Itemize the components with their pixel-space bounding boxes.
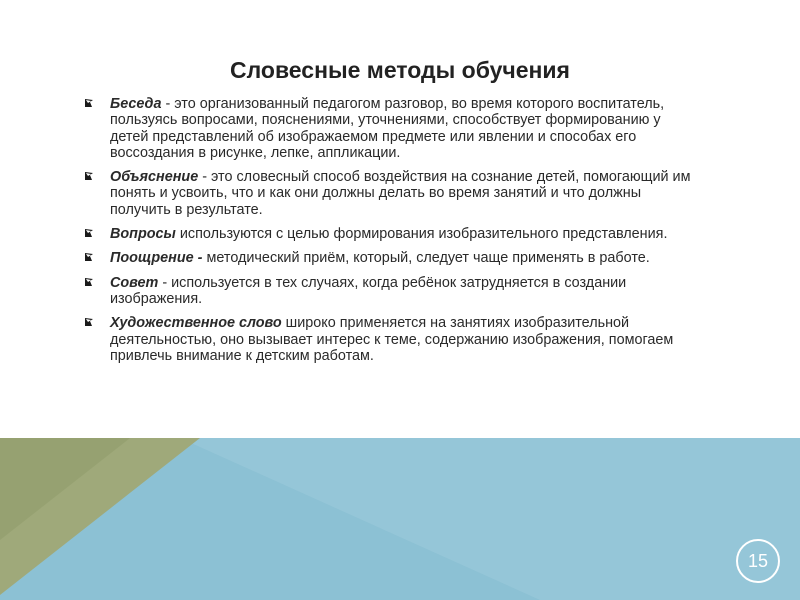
bullet-icon [84, 252, 94, 262]
method-term: Вопросы [110, 226, 176, 243]
bullet-icon [84, 317, 94, 327]
method-description: - используется в тех случаях, когда ребёнок затрудняется в создании изображения. [110, 274, 627, 307]
list-item [84, 96, 696, 161]
method-description: методический приём, который, следует чаще применять в работе. [202, 250, 650, 267]
list-item [84, 250, 696, 266]
method-description: широко применяется на занятиях изобразительной деятельностью, оно вызывает интерес к теме, содержанию изображения, помогаем привлечь внимание к детским работам. [110, 315, 674, 364]
bullet-icon [84, 228, 94, 238]
method-term: Беседа [110, 96, 162, 112]
method-term: Объяснение [110, 169, 199, 186]
bullet-icon [84, 98, 94, 108]
list-item [84, 226, 696, 242]
method-term: Совет [110, 274, 159, 291]
method-term: Художественное слово [110, 315, 282, 332]
method-description: - это организованный педагогом разговор, во время которого воспитатель, пользуясь вопросами, пояснениями, уточнениями, способствует формированию у детей представлений об изображаемом предмете или явлении и способах его воссоздания в рисунке, лепке, аппликации. [110, 96, 665, 161]
method-description: используются с целью формирования изобразительного представления. [175, 226, 668, 243]
list-item [84, 169, 696, 218]
list-item [84, 315, 696, 364]
bullet-icon [84, 277, 94, 287]
method-term: Поощрение - [110, 250, 203, 267]
list-item [84, 275, 696, 308]
page-number-badge: 15 [736, 539, 780, 583]
methods-list [84, 96, 696, 372]
bullet-icon [84, 171, 94, 181]
slide-title: Словесные методы обучения [230, 57, 570, 83]
method-description: - это словесный способ воздействия на сознание детей, помогающий им понять и усвоить, что и как они должны делать во время занятий и что должны получить в результате. [110, 169, 691, 218]
